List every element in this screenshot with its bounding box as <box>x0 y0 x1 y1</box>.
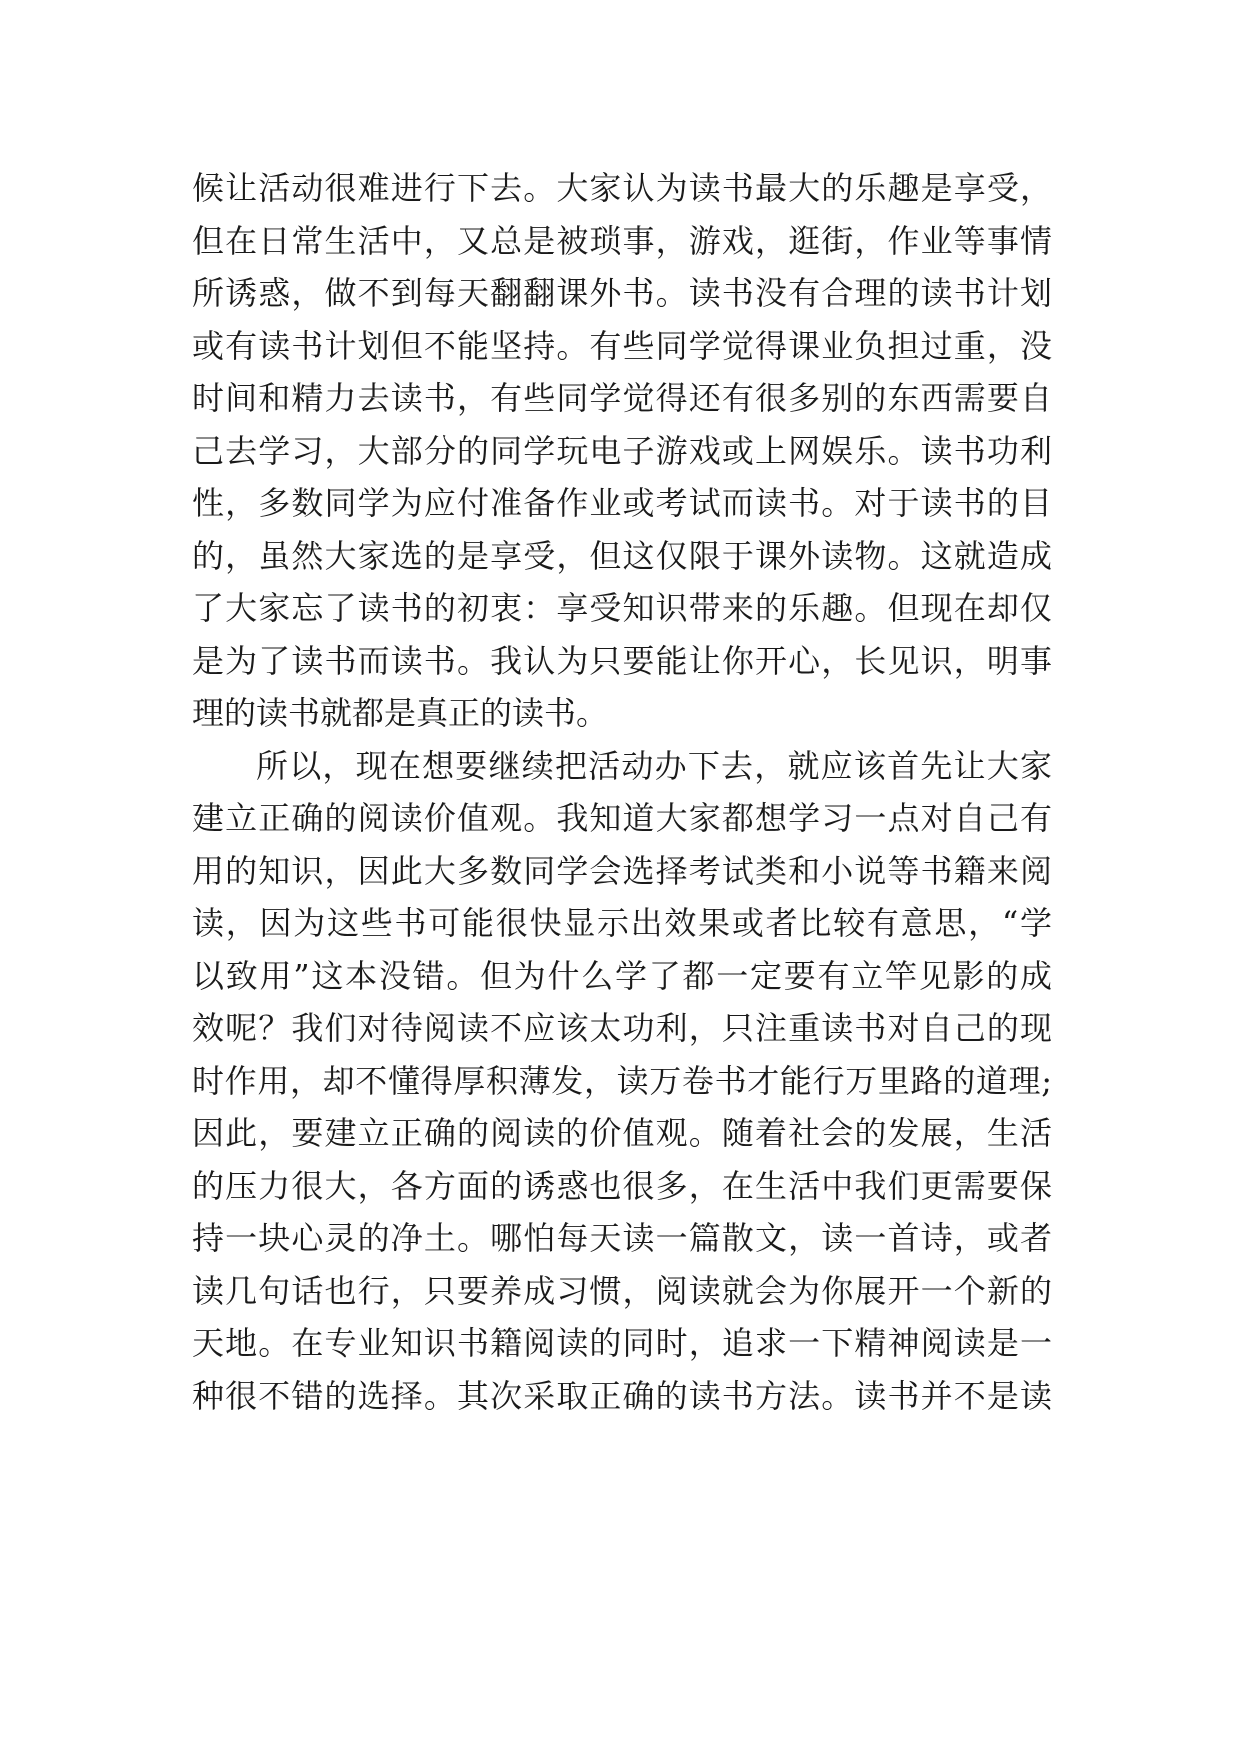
paragraph-2-line-12: 天地。在专业知识书籍阅读的同时，追求一下精神阅读是一 <box>192 1324 1052 1362</box>
paragraph-2-line-1: 所以，现在想要继续把活动办下去，就应该首先让大家 <box>256 746 1052 785</box>
paragraph-2-line-8: 因此，要建立正确的阅读的价值观。随着社会的发展，生活 <box>192 1114 1052 1152</box>
paragraph-2-line-3: 用的知识，因此大多数同学会选择考试类和小说等书籍来阅 <box>192 851 1052 890</box>
paragraph-2-line-2: 建立正确的阅读价值观。我知道大家都想学习一点对自己有 <box>192 799 1052 837</box>
paragraph-2-line-7: 时作用，却不懂得厚积薄发，读万卷书才能行万里路的道理; <box>192 1061 1052 1100</box>
paragraph-1-line-5: 时间和精力去读书，有些同学觉得还有很多别的东西需要自 <box>192 379 1052 417</box>
paragraph-2-line-11: 读几句话也行，只要养成习惯，阅读就会为你展开一个新的 <box>192 1271 1052 1310</box>
paragraph-1-line-11: 理的读书就都是真正的读书。 <box>192 694 609 732</box>
paragraph-2-line-9: 的压力很大，各方面的诱惑也很多，在生活中我们更需要保 <box>192 1166 1052 1205</box>
paragraph-1-line-2: 但在日常生活中，又总是被琐事，游戏，逛街，作业等事情 <box>192 221 1052 260</box>
paragraph-1-line-8: 的，虽然大家选的是享受，但这仅限于课外读物。这就造成 <box>192 536 1052 575</box>
paragraph-2-line-10: 持一块心灵的净土。哪怕每天读一篇散文，读一首诗，或者 <box>192 1219 1052 1257</box>
paragraph-1-line-1: 候让活动很难进行下去。大家认为读书最大的乐趣是享受， <box>192 169 1052 207</box>
paragraph-2-line-4: 读，因为这些书可能很快显示出效果或者比较有意思，“学 <box>192 904 1052 942</box>
paragraph-2-line-6: 效呢？我们对待阅读不应该太功利，只注重读书对自己的现 <box>192 1009 1052 1047</box>
paragraph-1-line-3: 所诱惑，做不到每天翻翻课外书。读书没有合理的读书计划 <box>192 274 1052 312</box>
paragraph-2-line-13: 种很不错的选择。其次采取正确的读书方法。读书并不是读 <box>192 1376 1052 1415</box>
body-text <box>192 162 1052 1422</box>
paragraph-1-line-7: 性，多数同学为应付准备作业或考试而读书。对于读书的目 <box>192 484 1052 522</box>
paragraph-1-line-9: 了大家忘了读书的初衷：享受知识带来的乐趣。但现在却仅 <box>192 589 1052 627</box>
paragraph-1-line-4: 或有读书计划但不能坚持。有些同学觉得课业负担过重，没 <box>192 326 1052 365</box>
paragraph-1-line-6: 己去学习，大部分的同学玩电子游戏或上网娱乐。读书功利 <box>192 431 1052 470</box>
paragraph-2-line-5: 以致用”这本没错。但为什么学了都一定要有立竿见影的成 <box>192 956 1052 995</box>
paragraph-1-line-10: 是为了读书而读书。我认为只要能让你开心，长见识，明事 <box>192 641 1052 680</box>
